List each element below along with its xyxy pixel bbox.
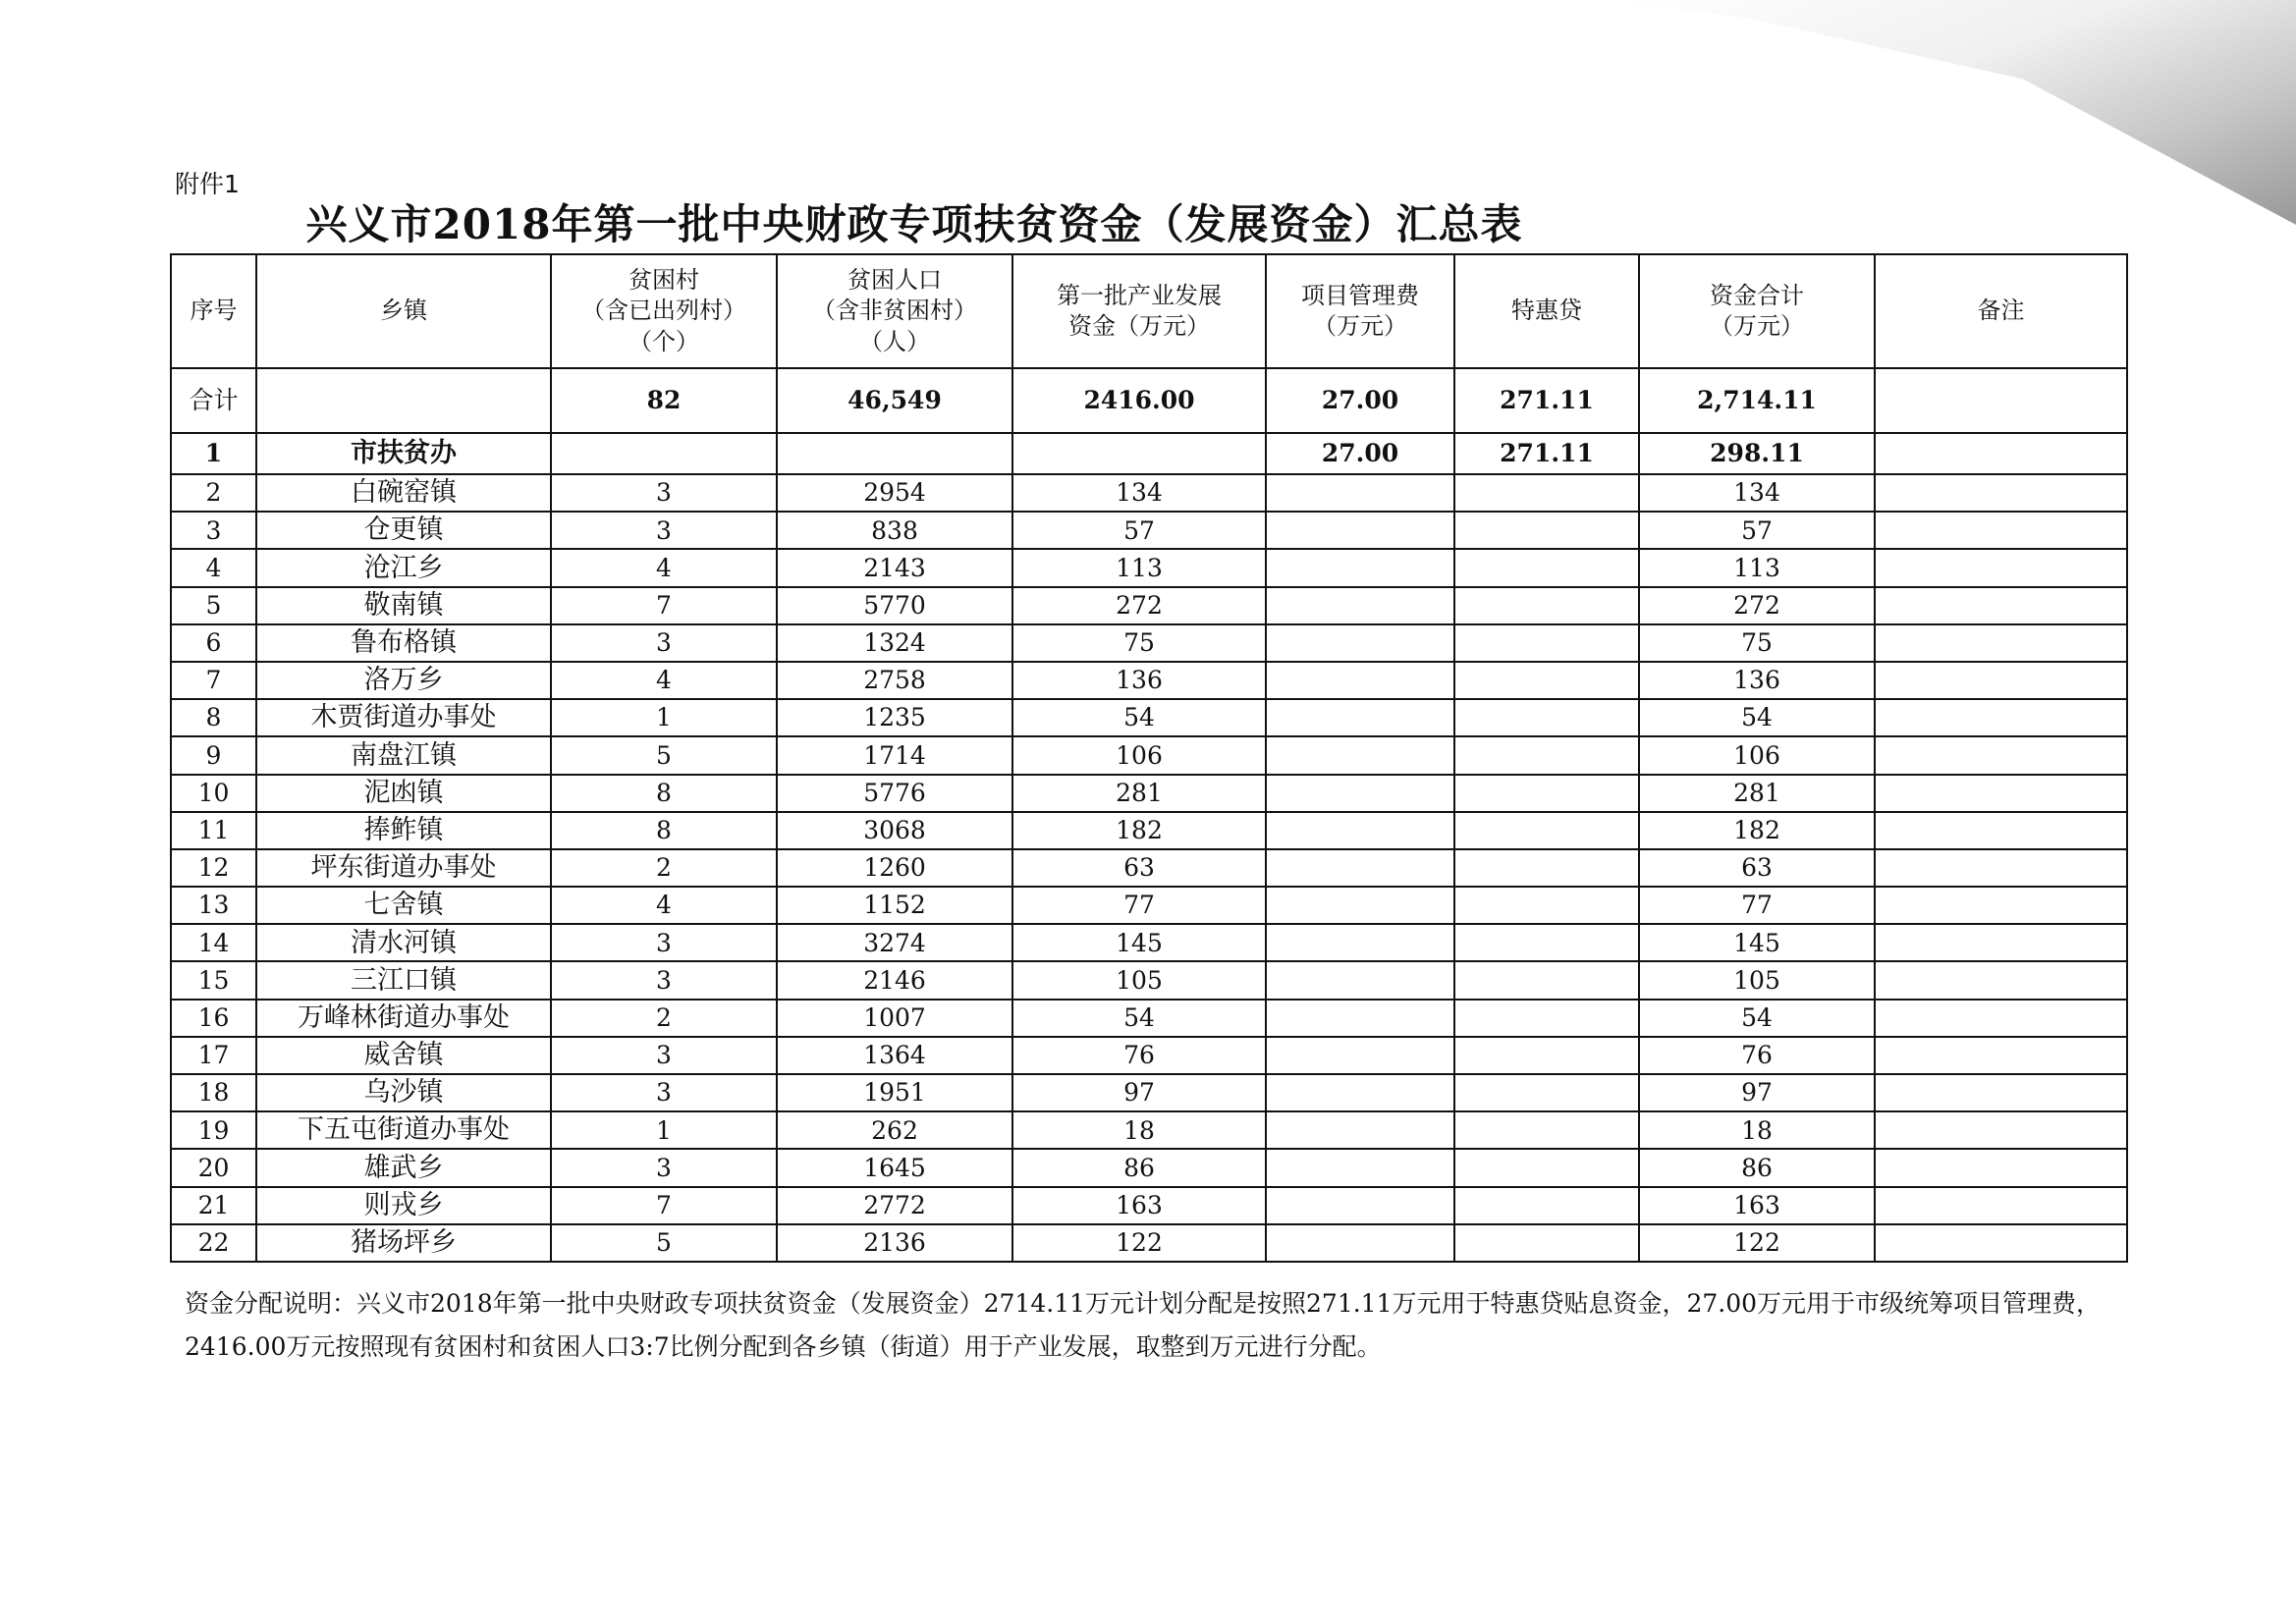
allocation-note: 资金分配说明：兴义市2018年第一批中央财政专项扶贫资金（发展资金）2714.11万元计划分配是按照271.11万元用于特惠贷贴息资金，27.00万元用于市级统筹项目管理费，2416.00万元按照现有贫困村和贫困人口3:7比例分配到各乡镇（街道）用于产业发展，取整到万元进行分配。 [185, 1289, 2102, 1361]
cell-villages: 8 [551, 812, 777, 849]
cell-total-fund: 272 [1639, 587, 1875, 624]
cell-seq: 21 [171, 1187, 256, 1224]
cell-preferential-loan [1454, 512, 1639, 549]
cell-town: 雄武乡 [256, 1149, 551, 1186]
cell-villages: 5 [551, 1224, 777, 1262]
cell-town: 威舍镇 [256, 1037, 551, 1074]
total-preferential-loan: 271.11 [1454, 368, 1639, 433]
cell-population [777, 433, 1012, 474]
cell-mgmt-fee [1266, 812, 1454, 849]
cell-town: 木贾街道办事处 [256, 699, 551, 736]
fund-summary-table [170, 253, 2128, 1263]
cell-mgmt-fee [1266, 849, 1454, 887]
table-row [171, 474, 2127, 512]
cell-mgmt-fee [1266, 961, 1454, 999]
table-row [171, 1224, 2127, 1262]
cell-mgmt-fee [1266, 699, 1454, 736]
cell-preferential-loan [1454, 549, 1639, 586]
cell-total-fund: 105 [1639, 961, 1875, 999]
cell-preferential-loan [1454, 1224, 1639, 1262]
cell-preferential-loan [1454, 587, 1639, 624]
cell-population: 1007 [777, 1000, 1012, 1037]
total-industry-fund: 2416.00 [1012, 368, 1266, 433]
cell-total-fund: 298.11 [1639, 433, 1875, 474]
cell-population: 2772 [777, 1187, 1012, 1224]
table-row [171, 587, 2127, 624]
cell-population: 2136 [777, 1224, 1012, 1262]
cell-villages: 3 [551, 961, 777, 999]
cell-villages: 1 [551, 1111, 777, 1149]
table-row [171, 549, 2127, 586]
cell-seq: 4 [171, 549, 256, 586]
cell-remarks [1875, 662, 2127, 699]
cell-preferential-loan [1454, 961, 1639, 999]
cell-mgmt-fee [1266, 1037, 1454, 1074]
cell-remarks [1875, 1037, 2127, 1074]
cell-seq: 13 [171, 887, 256, 924]
cell-mgmt-fee [1266, 1149, 1454, 1186]
cell-mgmt-fee [1266, 587, 1454, 624]
cell-remarks [1875, 1187, 2127, 1224]
cell-seq: 6 [171, 624, 256, 662]
table-row [171, 1149, 2127, 1186]
cell-industry-fund: 122 [1012, 1224, 1266, 1262]
cell-industry-fund: 76 [1012, 1037, 1266, 1074]
cell-villages: 4 [551, 887, 777, 924]
header-industry-fund: 第一批产业发展 资金（万元） [1012, 254, 1266, 368]
cell-total-fund: 113 [1639, 549, 1875, 586]
total-mgmt-fee: 27.00 [1266, 368, 1454, 433]
cell-villages: 1 [551, 699, 777, 736]
cell-town: 下五屯街道办事处 [256, 1111, 551, 1149]
header-villages: 贫困村 （含已出列村） （个） [551, 254, 777, 368]
cell-town: 仓更镇 [256, 512, 551, 549]
cell-town: 市扶贫办 [256, 433, 551, 474]
cell-total-fund: 57 [1639, 512, 1875, 549]
cell-population: 2758 [777, 662, 1012, 699]
cell-seq: 18 [171, 1074, 256, 1111]
cell-industry-fund: 106 [1012, 736, 1266, 774]
cell-remarks [1875, 1111, 2127, 1149]
cell-total-fund: 86 [1639, 1149, 1875, 1186]
cell-industry-fund: 63 [1012, 849, 1266, 887]
cell-town: 捧鲊镇 [256, 812, 551, 849]
cell-villages: 3 [551, 1149, 777, 1186]
cell-seq: 12 [171, 849, 256, 887]
total-row [171, 368, 2127, 433]
total-remarks [1875, 368, 2127, 433]
cell-seq: 5 [171, 587, 256, 624]
cell-industry-fund: 113 [1012, 549, 1266, 586]
cell-seq: 3 [171, 512, 256, 549]
cell-preferential-loan [1454, 699, 1639, 736]
table-row [171, 961, 2127, 999]
cell-total-fund: 97 [1639, 1074, 1875, 1111]
table-row [171, 1187, 2127, 1224]
cell-remarks [1875, 624, 2127, 662]
cell-population: 1714 [777, 736, 1012, 774]
cell-remarks [1875, 1224, 2127, 1262]
cell-mgmt-fee [1266, 474, 1454, 512]
cell-preferential-loan [1454, 1111, 1639, 1149]
cell-remarks [1875, 736, 2127, 774]
cell-total-fund: 77 [1639, 887, 1875, 924]
cell-remarks [1875, 924, 2127, 961]
cell-remarks [1875, 961, 2127, 999]
cell-seq: 16 [171, 1000, 256, 1037]
cell-remarks [1875, 1074, 2127, 1111]
header-mgmt-fee: 项目管理费 （万元） [1266, 254, 1454, 368]
cell-preferential-loan [1454, 624, 1639, 662]
cell-remarks [1875, 587, 2127, 624]
cell-mgmt-fee [1266, 887, 1454, 924]
cell-mgmt-fee [1266, 1000, 1454, 1037]
cell-remarks [1875, 887, 2127, 924]
cell-remarks [1875, 549, 2127, 586]
cell-population: 5770 [777, 587, 1012, 624]
cell-remarks [1875, 512, 2127, 549]
cell-industry-fund: 105 [1012, 961, 1266, 999]
cell-remarks [1875, 775, 2127, 812]
cell-remarks [1875, 812, 2127, 849]
table-row [171, 662, 2127, 699]
cell-villages: 3 [551, 474, 777, 512]
table-row [171, 812, 2127, 849]
cell-mgmt-fee [1266, 549, 1454, 586]
cell-mgmt-fee [1266, 662, 1454, 699]
table-row [171, 1037, 2127, 1074]
cell-population: 3068 [777, 812, 1012, 849]
cell-population: 1152 [777, 887, 1012, 924]
cell-industry-fund: 77 [1012, 887, 1266, 924]
cell-industry-fund: 75 [1012, 624, 1266, 662]
cell-population: 2143 [777, 549, 1012, 586]
cell-total-fund: 54 [1639, 699, 1875, 736]
cell-population: 1951 [777, 1074, 1012, 1111]
cell-total-fund: 63 [1639, 849, 1875, 887]
attachment-label: 附件1 [175, 170, 240, 198]
cell-total-fund: 281 [1639, 775, 1875, 812]
cell-seq: 20 [171, 1149, 256, 1186]
cell-remarks [1875, 474, 2127, 512]
total-villages: 82 [551, 368, 777, 433]
cell-villages: 8 [551, 775, 777, 812]
total-town [256, 368, 551, 433]
cell-population: 2954 [777, 474, 1012, 512]
cell-industry-fund: 54 [1012, 699, 1266, 736]
cell-villages: 2 [551, 1000, 777, 1037]
header-total-fund: 资金合计 （万元） [1639, 254, 1875, 368]
cell-industry-fund: 272 [1012, 587, 1266, 624]
cell-mgmt-fee [1266, 924, 1454, 961]
cell-mgmt-fee [1266, 1187, 1454, 1224]
cell-seq: 2 [171, 474, 256, 512]
cell-seq: 10 [171, 775, 256, 812]
cell-town: 七舍镇 [256, 887, 551, 924]
cell-preferential-loan [1454, 1000, 1639, 1037]
cell-villages: 2 [551, 849, 777, 887]
cell-industry-fund: 18 [1012, 1111, 1266, 1149]
cell-seq: 9 [171, 736, 256, 774]
cell-total-fund: 182 [1639, 812, 1875, 849]
cell-seq: 7 [171, 662, 256, 699]
cell-population: 1260 [777, 849, 1012, 887]
cell-industry-fund: 163 [1012, 1187, 1266, 1224]
cell-villages: 5 [551, 736, 777, 774]
cell-town: 沧江乡 [256, 549, 551, 586]
cell-town: 清水河镇 [256, 924, 551, 961]
cell-industry-fund: 145 [1012, 924, 1266, 961]
cell-total-fund: 76 [1639, 1037, 1875, 1074]
cell-total-fund: 145 [1639, 924, 1875, 961]
cell-mgmt-fee [1266, 1224, 1454, 1262]
cell-industry-fund [1012, 433, 1266, 474]
cell-preferential-loan [1454, 775, 1639, 812]
cell-preferential-loan [1454, 1187, 1639, 1224]
cell-town: 白碗窑镇 [256, 474, 551, 512]
cell-town: 乌沙镇 [256, 1074, 551, 1111]
cell-remarks [1875, 699, 2127, 736]
cell-seq: 11 [171, 812, 256, 849]
cell-population: 2146 [777, 961, 1012, 999]
cell-industry-fund: 134 [1012, 474, 1266, 512]
table-row [171, 624, 2127, 662]
cell-total-fund: 136 [1639, 662, 1875, 699]
cell-mgmt-fee: 27.00 [1266, 433, 1454, 474]
cell-villages [551, 433, 777, 474]
cell-seq: 22 [171, 1224, 256, 1262]
cell-town: 泥凼镇 [256, 775, 551, 812]
cell-population: 1645 [777, 1149, 1012, 1186]
page-title: 兴义市2018年第一批中央财政专项扶贫资金（发展资金）汇总表 [305, 200, 1523, 248]
cell-total-fund: 54 [1639, 1000, 1875, 1037]
table-row [171, 736, 2127, 774]
cell-town: 鲁布格镇 [256, 624, 551, 662]
cell-seq: 19 [171, 1111, 256, 1149]
table-header-row [171, 254, 2127, 368]
cell-total-fund: 106 [1639, 736, 1875, 774]
cell-total-fund: 163 [1639, 1187, 1875, 1224]
cell-seq: 15 [171, 961, 256, 999]
header-preferential-loan: 特惠贷 [1454, 254, 1639, 368]
cell-population: 1324 [777, 624, 1012, 662]
cell-total-fund: 134 [1639, 474, 1875, 512]
cell-population: 1235 [777, 699, 1012, 736]
cell-seq: 8 [171, 699, 256, 736]
cell-villages: 3 [551, 1074, 777, 1111]
cell-mgmt-fee [1266, 736, 1454, 774]
cell-industry-fund: 182 [1012, 812, 1266, 849]
cell-total-fund: 122 [1639, 1224, 1875, 1262]
header-seq: 序号 [171, 254, 256, 368]
cell-mgmt-fee [1266, 775, 1454, 812]
cell-remarks [1875, 1000, 2127, 1037]
table-row [171, 433, 2127, 474]
cell-total-fund: 18 [1639, 1111, 1875, 1149]
table-row [171, 924, 2127, 961]
cell-preferential-loan [1454, 1074, 1639, 1111]
cell-preferential-loan [1454, 662, 1639, 699]
cell-population: 5776 [777, 775, 1012, 812]
cell-town: 南盘江镇 [256, 736, 551, 774]
cell-remarks [1875, 433, 2127, 474]
cell-preferential-loan [1454, 1149, 1639, 1186]
cell-preferential-loan [1454, 924, 1639, 961]
cell-villages: 4 [551, 549, 777, 586]
cell-industry-fund: 281 [1012, 775, 1266, 812]
cell-industry-fund: 86 [1012, 1149, 1266, 1186]
cell-seq: 1 [171, 433, 256, 474]
table-row [171, 1111, 2127, 1149]
cell-town: 猪场坪乡 [256, 1224, 551, 1262]
cell-preferential-loan [1454, 736, 1639, 774]
cell-villages: 3 [551, 1037, 777, 1074]
cell-mgmt-fee [1266, 1074, 1454, 1111]
cell-villages: 3 [551, 924, 777, 961]
cell-villages: 3 [551, 512, 777, 549]
table-row [171, 849, 2127, 887]
cell-population: 3274 [777, 924, 1012, 961]
header-population: 贫困人口 （含非贫困村） （人） [777, 254, 1012, 368]
cell-villages: 4 [551, 662, 777, 699]
table-row [171, 775, 2127, 812]
cell-mgmt-fee [1266, 1111, 1454, 1149]
cell-industry-fund: 136 [1012, 662, 1266, 699]
cell-remarks [1875, 1149, 2127, 1186]
cell-population: 1364 [777, 1037, 1012, 1074]
cell-population: 838 [777, 512, 1012, 549]
cell-preferential-loan [1454, 849, 1639, 887]
cell-industry-fund: 54 [1012, 1000, 1266, 1037]
cell-total-fund: 75 [1639, 624, 1875, 662]
cell-villages: 7 [551, 587, 777, 624]
table-row [171, 887, 2127, 924]
cell-town: 坪东街道办事处 [256, 849, 551, 887]
cell-seq: 14 [171, 924, 256, 961]
cell-remarks [1875, 849, 2127, 887]
cell-villages: 3 [551, 624, 777, 662]
cell-population: 262 [777, 1111, 1012, 1149]
cell-town: 敬南镇 [256, 587, 551, 624]
cell-preferential-loan [1454, 1037, 1639, 1074]
cell-preferential-loan [1454, 887, 1639, 924]
cell-town: 万峰林街道办事处 [256, 1000, 551, 1037]
table-row [171, 1000, 2127, 1037]
cell-villages: 7 [551, 1187, 777, 1224]
cell-seq: 17 [171, 1037, 256, 1074]
cell-town: 三江口镇 [256, 961, 551, 999]
table-row [171, 1074, 2127, 1111]
cell-town: 则戎乡 [256, 1187, 551, 1224]
cell-town: 洛万乡 [256, 662, 551, 699]
cell-preferential-loan [1454, 474, 1639, 512]
total-population: 46,549 [777, 368, 1012, 433]
cell-preferential-loan [1454, 812, 1639, 849]
cell-mgmt-fee [1266, 512, 1454, 549]
cell-preferential-loan: 271.11 [1454, 433, 1639, 474]
header-town: 乡镇 [256, 254, 551, 368]
header-remarks: 备注 [1875, 254, 2127, 368]
cell-mgmt-fee [1266, 624, 1454, 662]
cell-industry-fund: 97 [1012, 1074, 1266, 1111]
total-label: 合计 [171, 368, 256, 433]
table-row [171, 512, 2127, 549]
table-row [171, 699, 2127, 736]
cell-industry-fund: 57 [1012, 512, 1266, 549]
total-fund: 2,714.11 [1639, 368, 1875, 433]
